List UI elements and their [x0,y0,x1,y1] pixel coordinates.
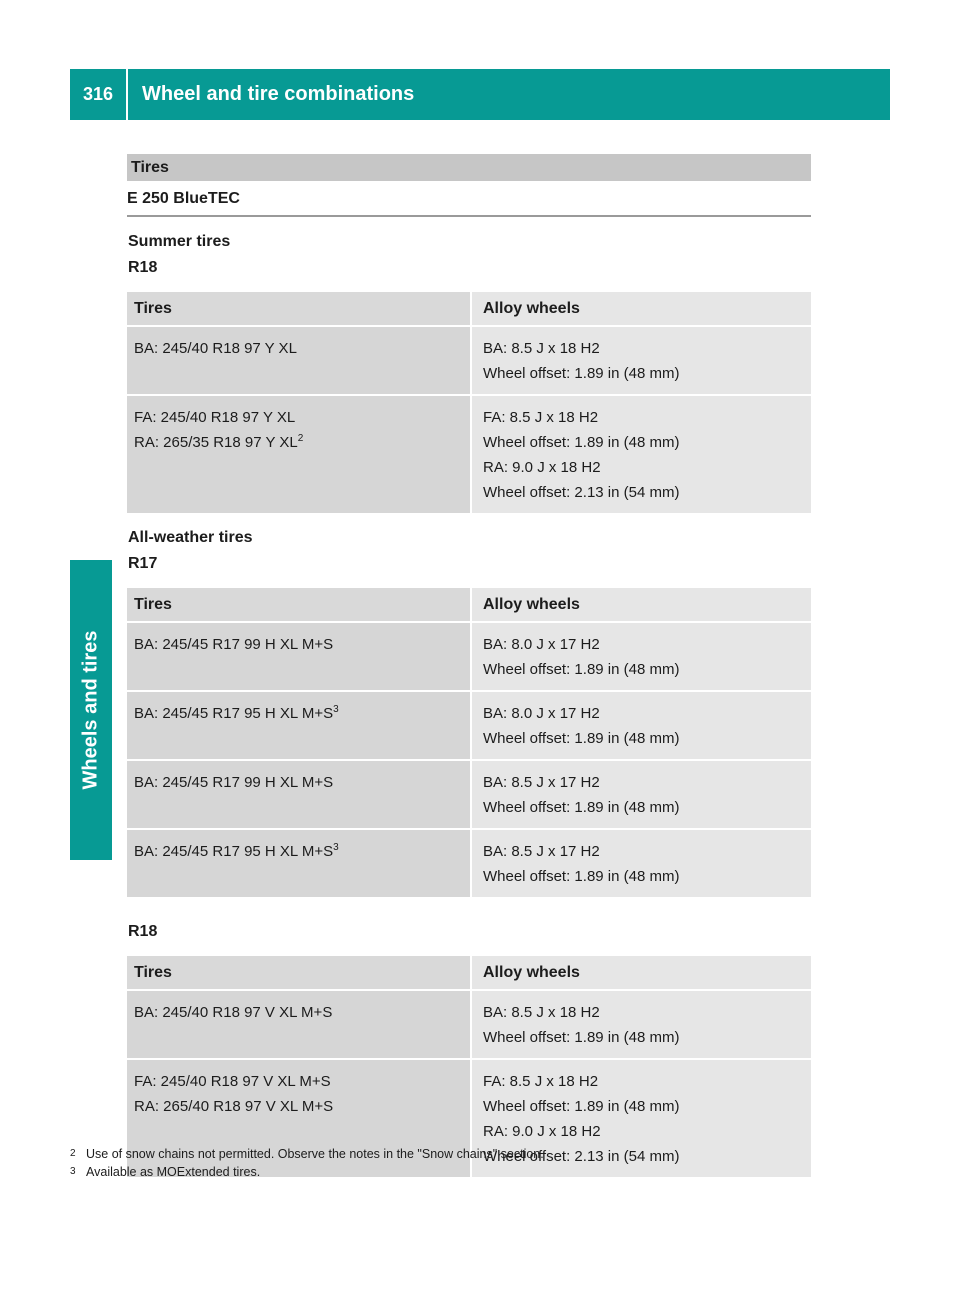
wheel-offset: Wheel offset: 1.89 in (48 mm) [483,1029,680,1046]
wheel-cell [471,829,811,898]
wheel-spec: BA: 8.5 J x 17 H2 [483,774,600,791]
footnote-number: 3 [70,1166,76,1177]
wheel-offset: Wheel offset: 1.89 in (48 mm) [483,730,680,747]
footnote-ref: 3 [333,842,339,853]
wheel-cell [471,990,811,1059]
tire-cell [127,760,471,829]
chapter-tab-label: Wheels and tires [79,630,102,790]
wheel-offset: Wheel offset: 1.89 in (48 mm) [483,661,680,678]
table-row [127,622,811,691]
table-row [127,990,811,1059]
table-header-row [127,956,811,990]
table-row [127,760,811,829]
footnotes [70,1145,544,1181]
wheel-offset: Wheel offset: 2.13 in (54 mm) [483,1148,680,1165]
table-row [127,691,811,760]
wheel-spec: RA: 9.0 J x 18 H2 [483,459,601,476]
col-header-tires: Tires [127,292,471,326]
wheel-spec: BA: 8.5 J x 18 H2 [483,1004,600,1021]
tire-spec: BA: 245/45 R17 99 H XL M+S [134,636,334,653]
table-row [127,326,811,395]
tire-spec: BA: 245/40 R18 97 Y XL [134,340,297,357]
col-header-wheels: Alloy wheels [471,588,811,622]
wheel-cell [471,622,811,691]
wheel-offset: Wheel offset: 1.89 in (48 mm) [483,434,680,451]
tire-cell [127,829,471,898]
footnote-ref: 2 [297,433,304,444]
col-header-wheels: Alloy wheels [471,956,811,990]
wheel-offset: Wheel offset: 1.89 in (48 mm) [483,868,680,885]
tire-cell [127,395,471,514]
rim-size-label: R18 [128,259,158,276]
page-title: Wheel and tire combinations [142,83,415,105]
tire-cell [127,326,471,395]
footnote-number: 2 [70,1148,76,1159]
tire-spec: BA: 245/45 R17 95 H XL $M+S^3$ [134,704,339,722]
col-header-tires: Tires [127,956,471,990]
chapter-tab-marker [70,813,112,855]
wheel-spec: BA: 8.5 J x 17 H2 [483,843,600,860]
wheel-offset: Wheel offset: 1.89 in (48 mm) [483,1098,680,1115]
model-heading: E 250 BlueTEC [127,190,811,217]
footnote [70,1145,544,1163]
tire-spec: RA: 265/35 R18 97 Y $XL^2$ [134,433,304,451]
wheel-cell [471,395,811,514]
tire-spec: FA: 245/40 R18 97 V XL M+S [134,1073,331,1090]
tire-spec: FA: 245/40 R18 97 Y XL [134,409,296,426]
wheel-spec: BA: 8.5 J x 18 H2 [483,340,600,357]
section-heading: Tires [127,154,811,181]
wheel-offset: Wheel offset: 1.89 in (48 mm) [483,799,680,816]
allweather-r17-table [127,588,811,899]
col-header-tires: Tires [127,588,471,622]
tire-cell [127,691,471,760]
tire-spec: BA: 245/45 R17 99 H XL M+S [134,774,334,791]
category-label: Summer tires [128,233,231,250]
tire-cell [127,622,471,691]
tire-spec: BA: 245/45 R17 95 H XL $M+S^3$ [134,842,339,860]
tire-spec: RA: 265/40 R18 97 V XL M+S [134,1098,334,1115]
table-header-row [127,588,811,622]
footnote-text: Use of snow chains not permitted. Observe the notes in the "Snow chains" section. [86,1147,544,1161]
wheel-spec: FA: 8.5 J x 18 H2 [483,1073,599,1090]
footnote-text: Available as MOExtended tires. [86,1165,261,1179]
footnote-ref: 3 [333,704,339,715]
main-content [127,154,811,1179]
wheel-cell [471,760,811,829]
wheel-cell [471,691,811,760]
wheel-spec: RA: 9.0 J x 18 H2 [483,1123,601,1140]
page-number: 316 [82,84,114,104]
tire-spec: BA: 245/40 R18 97 V XL M+S [134,1004,333,1021]
wheel-offset: Wheel offset: 1.89 in (48 mm) [483,365,680,382]
wheel-spec: BA: 8.0 J x 17 H2 [483,636,600,653]
wheel-spec: BA: 8.0 J x 17 H2 [483,705,600,722]
tire-cell [127,990,471,1059]
category-label: All-weather tires [128,529,253,546]
summer-r18-table [127,292,811,515]
table-header-row [127,292,811,326]
table-row [127,395,811,514]
wheel-spec: FA: 8.5 J x 18 H2 [483,409,599,426]
footnote [70,1163,544,1181]
col-header-wheels: Alloy wheels [471,292,811,326]
table-row [127,829,811,898]
rim-size-label: R18 [128,923,158,940]
page-header [70,69,890,120]
rim-size-label: R17 [128,555,158,572]
wheel-offset: Wheel offset: 2.13 in (54 mm) [483,484,680,501]
wheel-cell [471,326,811,395]
